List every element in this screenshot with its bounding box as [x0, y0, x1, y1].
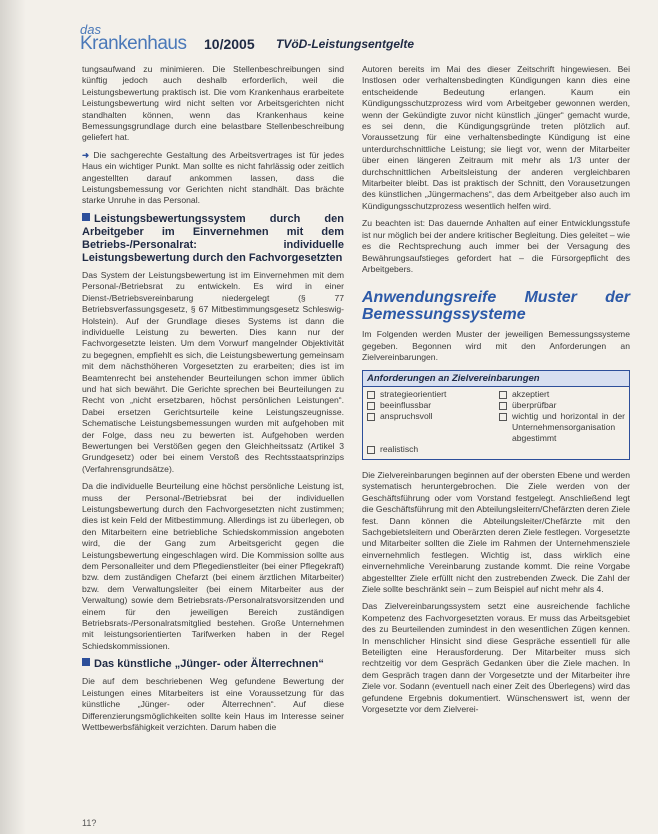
checklist-item	[367, 389, 493, 400]
paragraph: Im Folgenden werden Muster der jeweiligen Bemessungssysteme gegeben. Begonnen wird mit den Anforderungen an Zielvereinbarungen.	[362, 329, 630, 363]
paragraph: Da die individuelle Beurteilung eine höchst persönliche Leistung ist, muss der Personal-/Betriebsrat bei der individuellen Leistungsbewertung durch den Fachvorgesetzten nicht zustimmen; dies ist kein Feld der Mitbestimmung. Allerdings ist zu überlegen, ob den Mitarbeitern eine betriebliche Schiedskommission angeboten wird, die der Gang zum Arbeitsgericht gegen die Leistungsbewertung eingeschlagen wird. Die Kommission sollte aus dem Personalleiter und dem Pflegedienstleiter (bei einer Pflegekraft) bzw. dem zuständigen Chefarzt (bei einem ärztlichen Mitarbeiter) bzw. dem Verwaltungsleiter (bei einem Mitarbeiter aus der Verwaltung) sowie dem Betriebsrats-/Personalratsvorsitzenden und einem für den jeweiligen Bereich zuständigen Betriebsrats-/Personalratsmitglied bestehen. Große Unternehmen mit leistungsorientierten Tarifwerken haben in der Regel Schiedskommissionen.	[82, 481, 344, 651]
checklist-item	[367, 411, 493, 444]
subheading-text: Das künstliche „Jünger- oder Älterrechnen“	[94, 658, 324, 671]
subheading	[82, 658, 344, 671]
checkbox-icon	[499, 413, 507, 421]
checklist-label: überprüfbar	[512, 399, 557, 410]
issue-number: 10/2005	[204, 36, 255, 52]
checklist-item	[367, 444, 493, 455]
arrow-icon: ➜	[82, 149, 90, 160]
logo-das-text: das	[80, 22, 101, 37]
checklist-item	[499, 389, 625, 400]
checkbox-icon	[367, 402, 375, 410]
subheading-text: Leistungsbewertungssystem durch den Arbeitgeber im Einvernehmen mit dem Betriebs-/Personalrat: individuelle Leistungsbewertung durch den Fachvorgesetzten	[82, 212, 344, 264]
checklist-label: realistisch	[380, 443, 419, 454]
checklist-label: akzeptiert	[512, 388, 550, 399]
square-bullet-icon	[82, 658, 90, 666]
requirements-box	[362, 370, 630, 460]
checklist-item	[499, 411, 625, 444]
box-title: Anforderungen an Zielvereinbarungen	[363, 371, 629, 387]
page-number: 11?	[82, 818, 97, 828]
checklist-label: anspruchsvoll	[380, 410, 433, 421]
checkbox-icon	[367, 391, 375, 399]
paragraph: Die Zielvereinbarungen beginnen auf der obersten Ebene und werden systematisch heruntergebrochen. Die Ziele werden von der Geschäftsführung oder vom Vorstand festgelegt. Anschließend legt die Geschäftsführung mit den Abteilungsleitern/Chefärzten deren Ziele fest. Dann können die Abteilungsleiter/Chefärzte mit den Sachgebietsleitern und Oberärzten deren Ziele festlegen. Vorgesetzte und Mitarbeiter sollten die Ziele im Rahmen der Unternehmensziele einvernehmlich festlegen. Wichtig ist, dass wirklich eine einvernehmliche Vereinbarung zustande kommt. Die reine Vorgabe abgestellter Ziele erfüllt nicht den zustrebenden Zweck. Die Zahl der Ziele sollte beschränkt sein – zum Beispiel auf nicht mehr als 4.	[362, 469, 630, 594]
paragraph: tungsaufwand zu minimieren. Die Stellenbeschreibungen sind künftig jedoch auch deshalb erforderlich, weil die Leistungsbewertung praktisch ist. Die vom Krankenhaus erarbeitete Leistungsbewertung wird nicht selten vor Arbeitsgerichten nicht standhalten können, wenn das Krankenhaus keine Bemessungsgrundlage durch eine belastbare Stellenbeschreibung geliefert hat.	[82, 64, 344, 143]
checklist-item	[499, 400, 625, 411]
subheading	[82, 213, 344, 265]
paragraph-arrow	[82, 150, 344, 207]
checklist-item	[367, 400, 493, 411]
paragraph-text: Die sachgerechte Gestaltung des Arbeitsvertrages ist für jedes Haus ein wichtiger Punkt. Man sollte es nicht fahrlässig oder zeitlich angestellten darauf ankommen lassen, dass die Leistungsbemessung vor Gerichten nicht standhält. Das brächte starke Unruhe in das Personal.	[82, 149, 344, 206]
right-column	[362, 64, 630, 721]
square-bullet-icon	[82, 213, 90, 221]
article-topic: TVöD-Leistungsentgelte	[276, 37, 415, 51]
page-header	[80, 22, 640, 56]
checkbox-icon	[367, 413, 375, 421]
paragraph: Die auf dem beschriebenen Weg gefundene Bewertung der Leistungen eines Mitarbeiters ist eine Voraussetzung für das künstliche „Jünger- oder Älterrechnen“. Auf diese Differenzierungsmöglichkeiten sollte kein Haus im Interesse seiner Wettbewerbsfähigkeit verzichten. Darum haben die	[82, 676, 344, 732]
checklist-item-empty	[499, 444, 625, 455]
checklist-label: strategieorientiert	[380, 388, 447, 399]
checklist-label: beeinflussbar	[380, 399, 432, 410]
logo-krankenhaus-text: Krankenhaus	[80, 33, 187, 54]
checkbox-icon	[499, 402, 507, 410]
paragraph: Autoren bereits im Mai des dieser Zeitschrift hingewiesen. Bei Instlosen oder verhaltensbedingten Kündigungen kann dies eine entscheidende Bedeutung erlangen. Kaum ein Kündigungsschutzprozess wird vom Arbeitgeber gewonnen werden, wenn der Gekündigte zuvor nicht künstlich „jünger“ gemacht wurde, es sei denn, die Kündigungsgründe treten plötzlich auf. Voraussetzung für eine verhaltensbedingte Kündigung ist eine unterdurchschnittliche Leistung; sie liegt vor, wenn der Mitarbeiter über einen längeren Zeitraum mit mehr als 1/3 unter der durchschnittlichen Arbeitsleistung der anderen vergleichbaren Mitarbeiter bleibt. Das ist praktisch der Schnitt, den Vorausetzungen des künstlichen „Jüngermachens“, das dem Arbeitgeber also auch im Kündigungsschutzprozess wesentlich helfen wird.	[362, 64, 630, 211]
checkbox-icon	[367, 446, 375, 454]
paragraph: Das System der Leistungsbewertung ist im Einvernehmen mit dem Personal-/Betriebsrat zu entwickeln. Es wird in einer Dienst-/Betriebsvereinbarung niedergelegt (§ 77 Betriebsverfassungsgesetz, § 67 Mitbestimmungsgesetz Schleswig-Holstein). Auf der Grundlage dieses Systems ist dann die individuelle Leistung zu bewerten. Dies kann nur der Fachvorgesetzte leisten. Um dem Vorwurf mangelnder Objektivität zu begegnen, empfiehlt es sich, die Leistungsbewertung gemeinsam mit dem nächsthöheren Vorgesetzten zu erarbeiten; dies ist im Beamtenrecht bei anstehender Beurteilungen schon immer üblich und hat sich bewährt. Die Gerichte sprechen bei Beurteilungen zu Recht von „nicht ersetzbaren, höchst persönlichen Leistungen“. Dabei ersetzen Gerichtsurteile keine Leistungszeugnisse. Schematische Leistungsbemessungen wurden mit aufgehoben mit der Folge, dass neu zu bewerten ist. Aufgehoben werden Bewertungen bei Verstößen gegen den Gleichheitssatz (Artikel 3 Grundgesetz) oder bei einem Verstoß des Rechtsstaatsprinzips (Verfahrensgrundsätze).	[82, 269, 344, 474]
checkbox-icon	[499, 391, 507, 399]
page-gutter-shadow	[0, 0, 26, 834]
checklist-label: wichtig und horizontal in der Unternehmensorganisation abgestimmt	[512, 410, 625, 443]
paragraph: Das Zielvereinbarungssystem setzt eine ausreichende fachliche Kompetenz des Fachvorgesetzten voraus. Er muss das Arbeitsgebiet des zu Beurteilenden zumindest in den wesentlichen Zügen kennen. In menschlicher Hinsicht sind diese Gespräche essentiell für alle Beteiligten eine Herausforderung. Der Mitarbeiter muss sich rechtzeitig vor dem Gespräch Gedanken über die Ziele machen. In dem Gespräch tragen dann der Vorgesetzte und der Mitarbeiter ihre Ziele vor. Sodann (eventuell nach einer Zeit des Überlegens) wird das gefundene Ergebnis dokumentiert. Wünschenswert ist, wenn der Vorgesetzte vor dem Zielverei-	[362, 601, 630, 715]
section-heading: Anwendungsreife Muster der Bemessungssysteme	[362, 289, 630, 324]
box-checklist	[363, 387, 629, 455]
left-column	[82, 64, 344, 739]
paragraph: Zu beachten ist: Das dauernde Anhalten auf einer Entwicklungsstufe ist nur möglich bei der andere kritischer Begleitung. Dies geleitet – wie es die Rechtsprechung auch immer bei der Versagung des Bewährungsaufstieges gefordert hat – die Fürsorgepflicht des Arbeitgebers.	[362, 218, 630, 274]
